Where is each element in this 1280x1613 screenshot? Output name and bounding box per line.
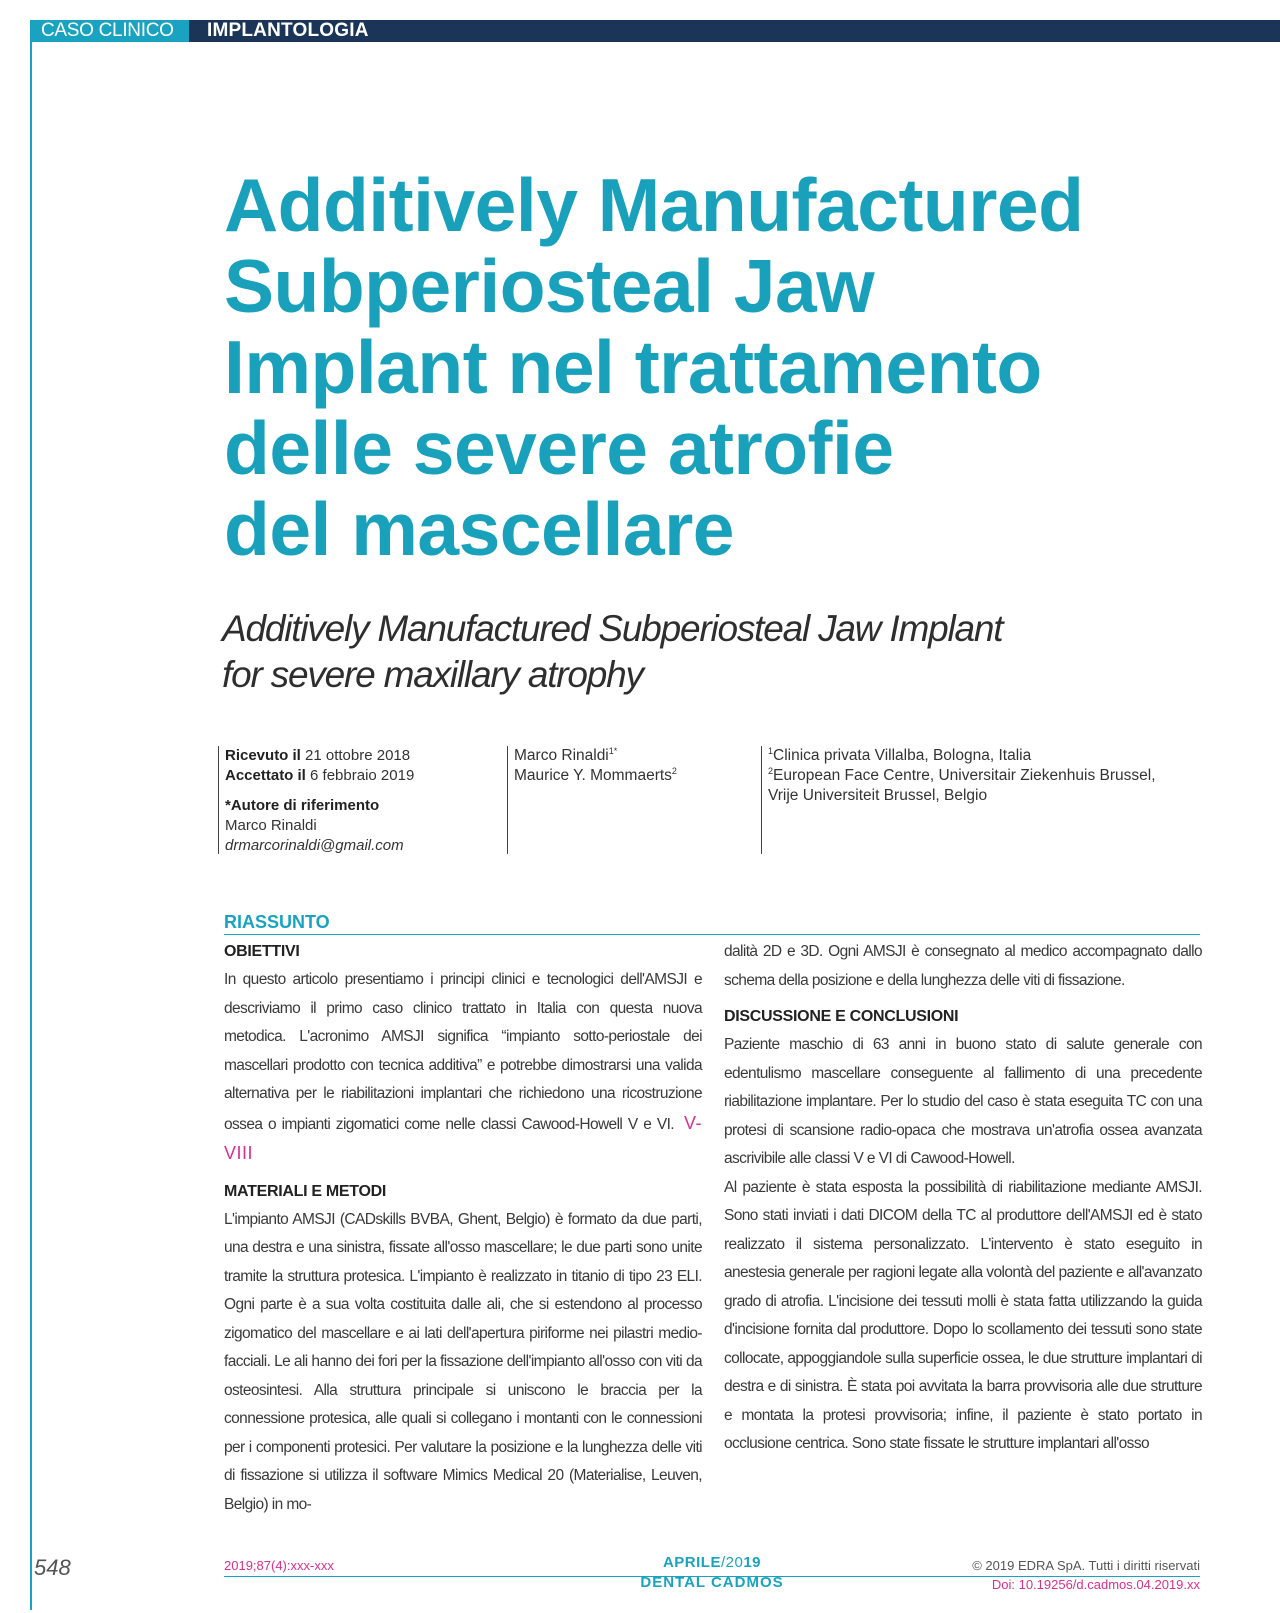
section-tag: CASO CLINICO — [30, 20, 189, 42]
footer-rights — [972, 1556, 1200, 1594]
accepted-line — [225, 766, 498, 786]
topic-tag: IMPLANTOLOGIA — [207, 20, 369, 41]
affiliation: $^1$Clinica privata Villalba, Bologna, Italia — [768, 745, 1032, 764]
received-label: Ricevuto il — [225, 747, 301, 764]
corresponding-name: Marco Rinaldi — [225, 817, 317, 834]
author-list — [507, 746, 747, 854]
corresponding-label: *Autore di riferimento — [225, 797, 380, 814]
title-line: delle severe atrofie — [224, 406, 894, 490]
issue-date: APRILE/2019 — [662, 1554, 762, 1571]
affiliation: Vrije Universiteit Brussel, Belgio — [768, 787, 988, 804]
title-line: del mascellare — [224, 487, 735, 571]
affiliation-list — [761, 746, 1161, 854]
methods-heading: MATERIALI E METODI — [224, 1182, 387, 1200]
discussion-heading: DISCUSSIONE E CONCLUSIONI — [724, 1008, 959, 1025]
article-dates — [218, 746, 498, 854]
discussion-paragraph: Al paziente è stata esposta la possibilità di riabilitazione mediante AMSJI. Sono stati inviati i dati DICOM della TC al produttore dell'AMSJI ed è stato realizzato il sistema personalizzato. L'intervento è stato eseguito in anestesia generale per ragioni legate alla volontà del paziente e all'avanzato grado di atrofia. L'incisione dei tessuti molli è stata fatta utilizzando la guida d'incisione fornita dal produttore. Dopo lo scollamento dei tessuti sono state collocate, appoggiandole sulla superficie ossea, le due strutture implantari di destra e di sinistra. È stata poi avvitata la barra provvisoria alle due strutture e montata la protesi provvisoria; infine, il paziente è stato portato in occlusione centrica. Sono state fissate le strutture implantari all'osso — [724, 1178, 1202, 1452]
left-margin-rule — [30, 20, 32, 1610]
affiliation: $^2$European Face Centre, Universitair Ziekenhuis Brussel, — [768, 765, 1156, 784]
subtitle-line: for severe maxillary atrophy — [222, 654, 643, 695]
title-line: Subperiosteal Jaw — [224, 244, 875, 328]
doi-link[interactable]: Doi: 10.19256/d.cadmos.04.2019.xx — [991, 1577, 1200, 1592]
received-line — [225, 746, 498, 766]
journal-issue — [632, 1554, 792, 1591]
page-number: 548 — [34, 1555, 71, 1580]
abstract-column-left — [224, 938, 702, 1519]
objectives-heading: OBIETTIVI — [224, 943, 300, 960]
methods-text-continued: dalità 2D e 3D. Ogni AMSJI è consegnato al medico accompagnato dallo schema della posizione e della lunghezza delle viti di fissazione. — [724, 943, 1202, 989]
author: Marco Rinaldi$^{1*}$ — [514, 745, 618, 764]
journal-name: DENTAL CADMOS — [640, 1574, 784, 1591]
abstract-heading: RIASSUNTO — [224, 912, 330, 932]
author: Maurice Y. Mommaerts$^2$ — [514, 765, 677, 784]
corresponding-email[interactable]: drmarcorinaldi@gmail.com — [225, 837, 404, 854]
subtitle-line: Additively Manufactured Subperiosteal Jaw Implant — [222, 608, 1003, 649]
copyright: © 2019 EDRA SpA. Tutti i diritti riservati — [972, 1558, 1200, 1573]
accepted-label: Accettato il — [225, 767, 306, 784]
discussion-paragraph: Paziente maschio di 63 anni in buono stato di salute generale con edentulismo mascellare conseguente al fallimento di una precedente riabilitazione implantare. Per lo studio del caso è stata eseguita TC con una protesi di scansione radio-opaca che mostrava un'atrofia ossea avanzata ascrivibile alle classi V e VI di Cawood-Howell. — [724, 1036, 1202, 1167]
title-line: Additively Manufactured — [224, 163, 1084, 247]
received-date: 21 ottobre 2018 — [305, 747, 411, 764]
accepted-date: 6 febbraio 2019 — [310, 767, 415, 784]
article-subtitle — [222, 606, 1222, 698]
objectives-text: In questo articolo presentiamo i principi clinici e tecnologici dell'AMSJI e descriviamo il primo caso clinico trattato in Italia con questa nuova metodica. L'acronimo AMSJI significa “impianto sotto-periostale dei mascellari prodotto con tecnica additiva” e potrebbe dimostrarsi una valida alternativa per le riabilitazioni implantari che richiedono una ricostruzione ossea o impianti zigomatici come nelle classi Cawood-Howell V e VI. V-VIII — [224, 971, 702, 1163]
citation: 2019;87(4):xxx-xxx — [224, 1558, 334, 1573]
handwritten-note: V-VIII — [224, 1112, 702, 1163]
article-title — [224, 165, 1234, 570]
abstract-column-right — [724, 938, 1202, 1459]
abstract-rule — [224, 934, 1200, 935]
title-line: Implant nel trattamento — [224, 325, 1042, 409]
methods-text: L'impianto AMSJI (CADskills BVBA, Ghent, Belgio) è formato da due parti, una destra e una sinistra, fissate all'osso mascellare; le due parti sono unite tramite la struttura protesica. L'impianto è realizzato in titanio di tipo 23 ELI. Ogni parte è a sua volta costituita dalle ali, che si estendono al processo zigomatico del mascellare e ai lati dell'apertura piriforme nei pilastri medio-facciali. Le ali hanno dei fori per la fissazione dell'impianto all'osso con viti da osteosintesi. Alla struttura principale si uniscono le braccia per la connessione protesica, alle quali si collegano i montanti con le connessioni per i componenti protesici. Per valutare la posizione e la lunghezza delle viti di fissazione si utilizza il software Mimics Medical 20 (Materialise, Leuven, Belgio) in mo- — [224, 1210, 702, 1513]
